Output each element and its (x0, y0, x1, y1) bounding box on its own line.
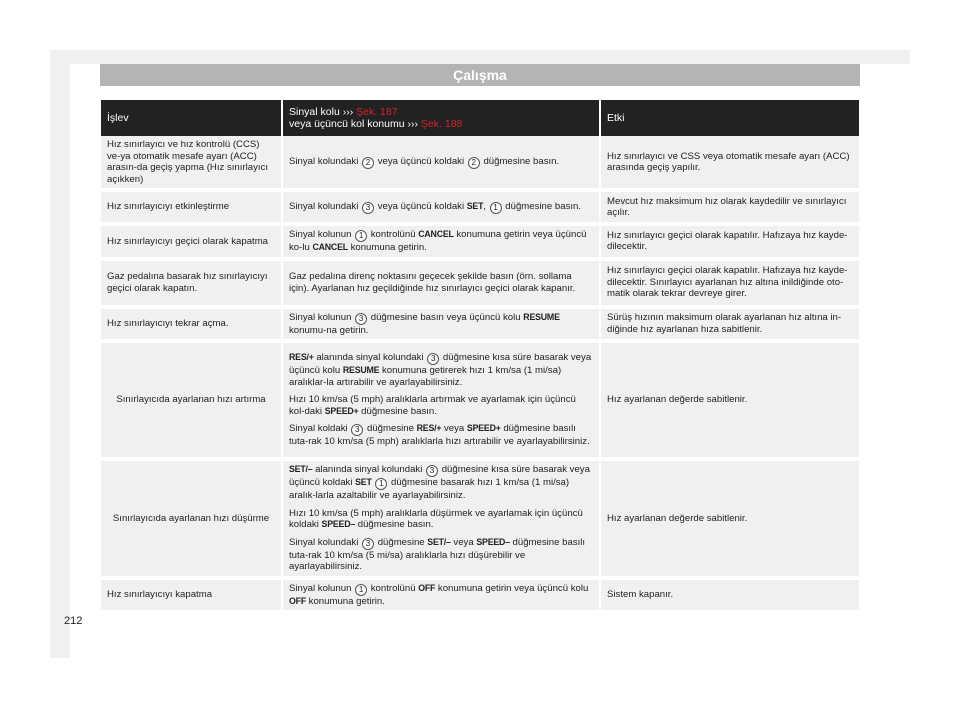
text: veya (443, 423, 465, 435)
ref-arrow: ››› (342, 105, 354, 118)
speed-plus-key-label: SPEED+ (324, 405, 359, 416)
resume-key-label: RESUME (342, 365, 380, 376)
text: konumu-na getirin. (289, 324, 369, 336)
figure-link-187[interactable]: Şek. 187 (356, 105, 398, 118)
action-cell (283, 226, 601, 261)
effect-cell: Mevcut hız maksimum hız olarak kaydedilir ve sınırlayıcı açılır. (601, 192, 859, 226)
column-header-action (283, 100, 601, 136)
action-cell: Gaz pedalına direnç noktasını geçecek şekilde basın (örn. sollama için). Ayarlanan hız geçildiğinde hız sınırlayıcı geçici olarak kapanır. (283, 261, 601, 309)
function-table (101, 100, 859, 614)
function-cell: Hız sınırlayıcıyı geçici olarak kapatma (101, 226, 283, 261)
res-plus-key-label: RES/+ (416, 423, 442, 434)
effect-cell: Hız sınırlayıcı geçici olarak kapatılır. Hafızaya hız kayde-dilecektir. (601, 226, 859, 261)
section-header: Çalışma (100, 64, 860, 86)
callout-number: 1 (375, 478, 387, 490)
speed-plus-key-label: SPEED+ (466, 423, 501, 434)
text: düğmesine basın. (361, 405, 437, 417)
callout-number: 3 (427, 353, 439, 365)
set-key-label: SET (355, 477, 372, 487)
action-paragraph (289, 394, 593, 417)
function-cell: Hız sınırlayıcıyı kapatma (101, 580, 283, 615)
table-row (101, 226, 859, 261)
table-row (101, 461, 859, 580)
callout-number: 3 (351, 424, 363, 436)
function-cell: Sınırlayıcıda ayarlanan hızı artırma (101, 343, 283, 461)
effect-cell: Hız ayarlanan değerde sabitlenir. (601, 343, 859, 461)
text: alanında sinyal kolundaki (315, 464, 423, 475)
table-row (101, 580, 859, 615)
text: düğmesine basılı tuta-rak 10 km/sa (5 mph) aralıklarla hızı artırabilir ve ayarlayabilirsiniz. (289, 423, 590, 448)
action-cell (283, 343, 601, 461)
callout-number: 3 (355, 313, 367, 325)
text: düğmesine basın. (357, 519, 434, 530)
function-cell: Hız sınırlayıcı ve hız kontrolü (CCS) ve-ya otomatik mesafe ayarı (ACC) arasın-da geçiş yapma (Hız sınırlayıcı açıkken) (101, 136, 283, 192)
action-cell (283, 580, 601, 615)
header-text: veya üçüncü kol konumu (289, 118, 405, 130)
table-row (101, 136, 859, 192)
text: konumuna getirerek hızı 1 km/sa (1 mi/sa) aralıklar-la artırabilir ve ayarlayabilirsiniz. (289, 365, 562, 388)
speed-minus-key-label: SPEED– (321, 519, 356, 529)
text: veya üçüncü koldaki (377, 200, 465, 212)
action-cell (283, 461, 601, 580)
text: Sinyal koldaki (289, 423, 348, 435)
text: , (483, 200, 486, 212)
set-key-label: SET (466, 200, 484, 211)
function-cell: Hız sınırlayıcıyı etkinleştirme (101, 192, 283, 226)
callout-number: 2 (468, 157, 480, 169)
text: Sinyal kolundaki (289, 155, 359, 167)
action-paragraph (289, 352, 593, 388)
action-paragraph (289, 537, 593, 573)
text: düğmesine basın. (483, 155, 560, 167)
action-paragraph (289, 508, 593, 531)
off-key-label: OFF (289, 595, 306, 606)
set-minus-key-label: SET/– (289, 464, 313, 474)
text: düğmesine basılı tuta-rak 10 km/sa (5 mi/sa) aralıklarla hızı düşürebilir ve ayarlayabilirsiniz. (289, 536, 586, 572)
text: düğmesine kısa süre basarak veya üçüncü koldaki (289, 464, 590, 488)
text: düğmesine basarak hızı 1 km/sa (1 mi/sa) aralık-larla azaltabilir ve ayarlayabilirsiniz. (289, 477, 570, 501)
text: Sinyal kolundaki (289, 200, 359, 212)
text: konumuna getirin veya üçüncü ko-lu (289, 229, 587, 253)
table-header-row (101, 100, 859, 136)
action-paragraph (289, 423, 593, 448)
text: Sinyal kolunun (289, 229, 352, 240)
effect-cell: Sürüş hızının maksimum olarak ayarlanan hız altına in-diğinde hız ayarlanan hıza sabitlenir. (601, 309, 859, 344)
text: konumuna getirin. (308, 595, 385, 607)
effect-cell: Sistem kapanır. (601, 580, 859, 615)
action-cell (283, 136, 601, 192)
text: veya üçüncü koldaki (377, 155, 465, 167)
ref-arrow: ››› (407, 118, 418, 130)
column-header-effect: Etki (601, 100, 859, 136)
text: Hızı 10 km/sa (5 mph) aralıklarla düşürmek ve ayarlamak için üçüncü koldaki (289, 507, 583, 530)
column-header-function: İşlev (101, 100, 283, 136)
action-cell (283, 192, 601, 226)
function-cell: Sınırlayıcıda ayarlanan hızı düşürme (101, 461, 283, 580)
table-row (101, 309, 859, 344)
callout-number: 1 (490, 202, 502, 214)
cancel-key-label: CANCEL (418, 229, 454, 239)
page-number: 212 (64, 615, 83, 627)
function-cell: Gaz pedalına basarak hız sınırlayıcıyı geçici olarak kapatın. (101, 261, 283, 309)
text: veya (453, 536, 474, 548)
header-text: Sinyal kolu (289, 105, 340, 118)
text: düğmesine (377, 536, 425, 548)
table-row (101, 192, 859, 226)
callout-number: 1 (355, 584, 367, 596)
text: Sinyal kolunun (289, 311, 352, 323)
action-cell (283, 309, 601, 344)
set-minus-key-label: SET/– (427, 536, 451, 547)
table-row (101, 343, 859, 461)
callout-number: 3 (362, 538, 374, 550)
text: düğmesine kısa süre basarak veya üçüncü kolu (289, 352, 592, 377)
table-row (101, 261, 859, 309)
cancel-key-label: CANCEL (312, 242, 348, 252)
text: konumuna getirin. (350, 242, 427, 253)
figure-link-188[interactable]: Şek. 188 (420, 118, 463, 130)
speed-minus-key-label: SPEED– (476, 536, 510, 547)
action-paragraph (289, 464, 593, 502)
text: konumuna getirin veya üçüncü kolu (437, 582, 589, 594)
callout-number: 2 (362, 157, 374, 169)
function-cell: Hız sınırlayıcıyı tekrar açma. (101, 309, 283, 344)
effect-cell: Hız sınırlayıcı geçici olarak kapatılır. Hafızaya hız kayde-dilecektir. Sınırlayıcı ayarlanan hız altına inildiğinde oto-matik olarak tekrar devreye girer. (601, 261, 859, 309)
text: Sinyal kolunun (289, 582, 352, 594)
text: alanında sinyal kolundaki (316, 352, 424, 364)
text: Hızı 10 km/sa (5 mph) aralıklarla artırmak ve ayarlamak için üçüncü kol-daki (289, 394, 576, 417)
text: kontrolünü (370, 582, 416, 594)
text: düğmesine basın veya üçüncü kolu (370, 311, 521, 323)
effect-cell: Hız ayarlanan değerde sabitlenir. (601, 461, 859, 580)
text: Sinyal kolundaki (289, 536, 359, 548)
text: düğmesine basın. (505, 200, 582, 212)
callout-number: 1 (355, 230, 367, 242)
text: kontrolünü (370, 229, 416, 240)
off-key-label: OFF (418, 582, 436, 593)
res-plus-key-label: RES/+ (289, 352, 314, 363)
effect-cell: Hız sınırlayıcı ve CSS veya otomatik mesafe ayarı (ACC) arasında geçiş yapılır. (601, 136, 859, 192)
callout-number: 3 (362, 202, 374, 214)
text: düğmesine (367, 423, 414, 435)
callout-number: 3 (426, 465, 438, 477)
resume-key-label: RESUME (523, 311, 560, 322)
